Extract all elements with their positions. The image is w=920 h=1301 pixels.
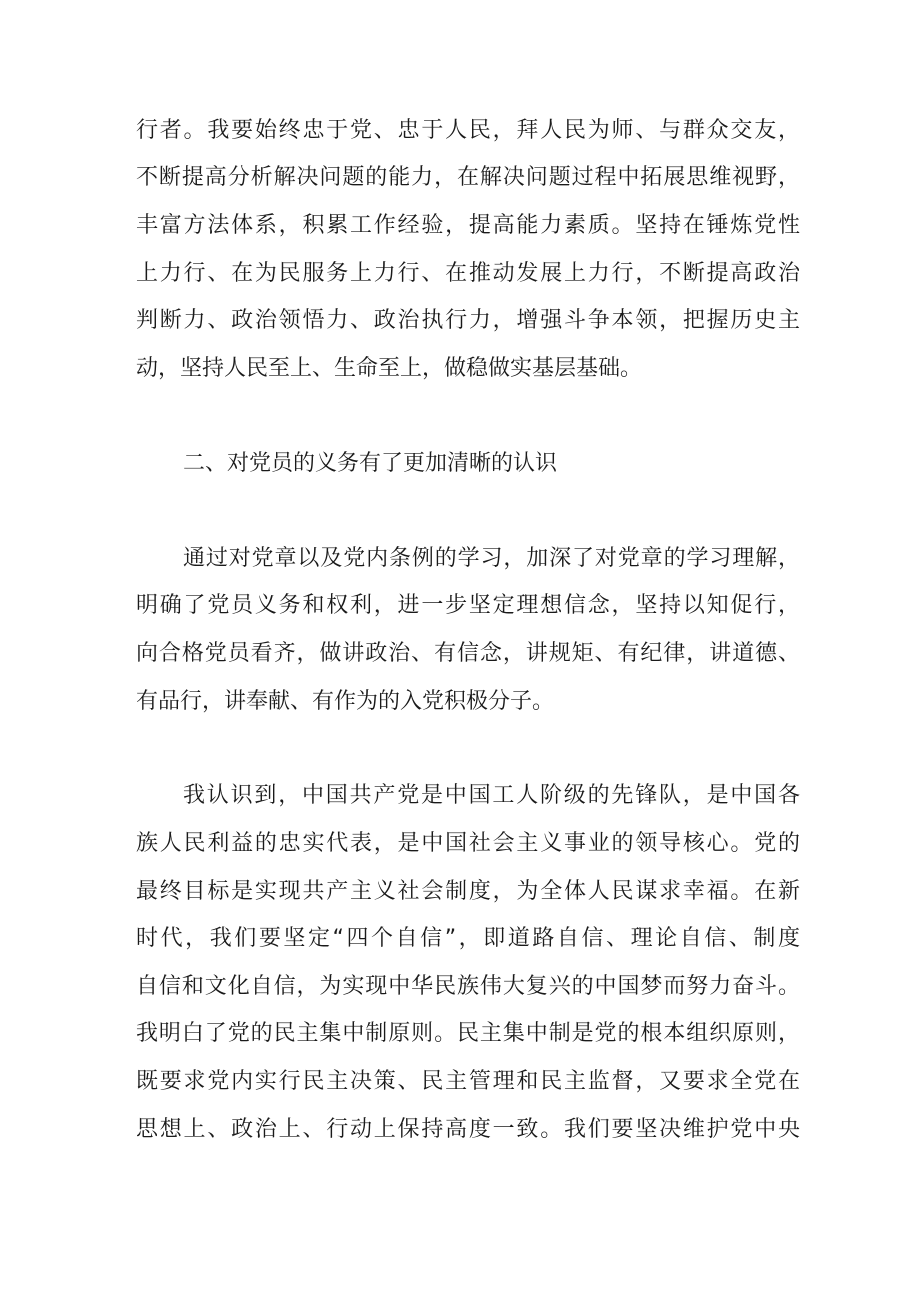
paragraph-line: 明确了党员义务和权利，进一步坚定理想信念，坚持以知促行， <box>136 593 800 618</box>
paragraph-line: 判断力、政治领悟力、政治执行力，增强斗争本领，把握历史主 <box>136 308 800 333</box>
paragraph-line: 有品行，讲奉献、有作为的入党积极分子。 <box>136 689 555 714</box>
paragraph-line: 最终目标是实现共产主义社会制度，为全体人民谋求幸福。在新 <box>136 879 800 904</box>
paragraph-line: 行者。我要始终忠于党、忠于人民，拜人民为师、与群众交友， <box>136 118 800 143</box>
paragraph-line: 族人民利益的忠实代表，是中国社会主义事业的领导核心。党的 <box>136 831 800 856</box>
paragraph-line: 向合格党员看齐，做讲政治、有信念，讲规矩、有纪律，讲道德、 <box>136 641 800 666</box>
paragraph-line: 丰富方法体系，积累工作经验，提高能力素质。坚持在锤炼党性 <box>136 213 800 238</box>
paragraph-line: 既要求党内实行民主决策、民主管理和民主监督，又要求全党在 <box>136 1069 800 1094</box>
paragraph-line: 自信和文化自信，为实现中华民族伟大复兴的中国梦而努力奋斗。 <box>136 974 800 999</box>
paragraph-line: 不断提高分析解决问题的能力，在解决问题过程中拓展思维视野， <box>136 165 800 190</box>
paragraph-line: 上力行、在为民服务上力行、在推动发展上力行，不断提高政治 <box>136 261 800 286</box>
paragraph-line: 动，坚持人民至上、生命至上，做稳做实基层基础。 <box>136 356 643 381</box>
paragraph-line: 我明白了党的民主集中制原则。民主集中制是党的根本组织原则， <box>136 1021 800 1046</box>
paragraph-line: 通过对党章以及党内条例的学习，加深了对党章的学习理解， <box>183 546 800 571</box>
section-heading: 二、对党员的义务有了更加清晰的认识 <box>183 451 558 476</box>
paragraph-line: 时代，我们要坚定“四个自信”，即道路自信、理论自信、制度 <box>136 926 800 951</box>
paragraph-line: 思想上、政治上、行动上保持高度一致。我们要坚决维护党中央 <box>136 1117 800 1142</box>
paragraph-line: 我认识到，中国共产党是中国工人阶级的先锋队，是中国各 <box>183 783 800 808</box>
